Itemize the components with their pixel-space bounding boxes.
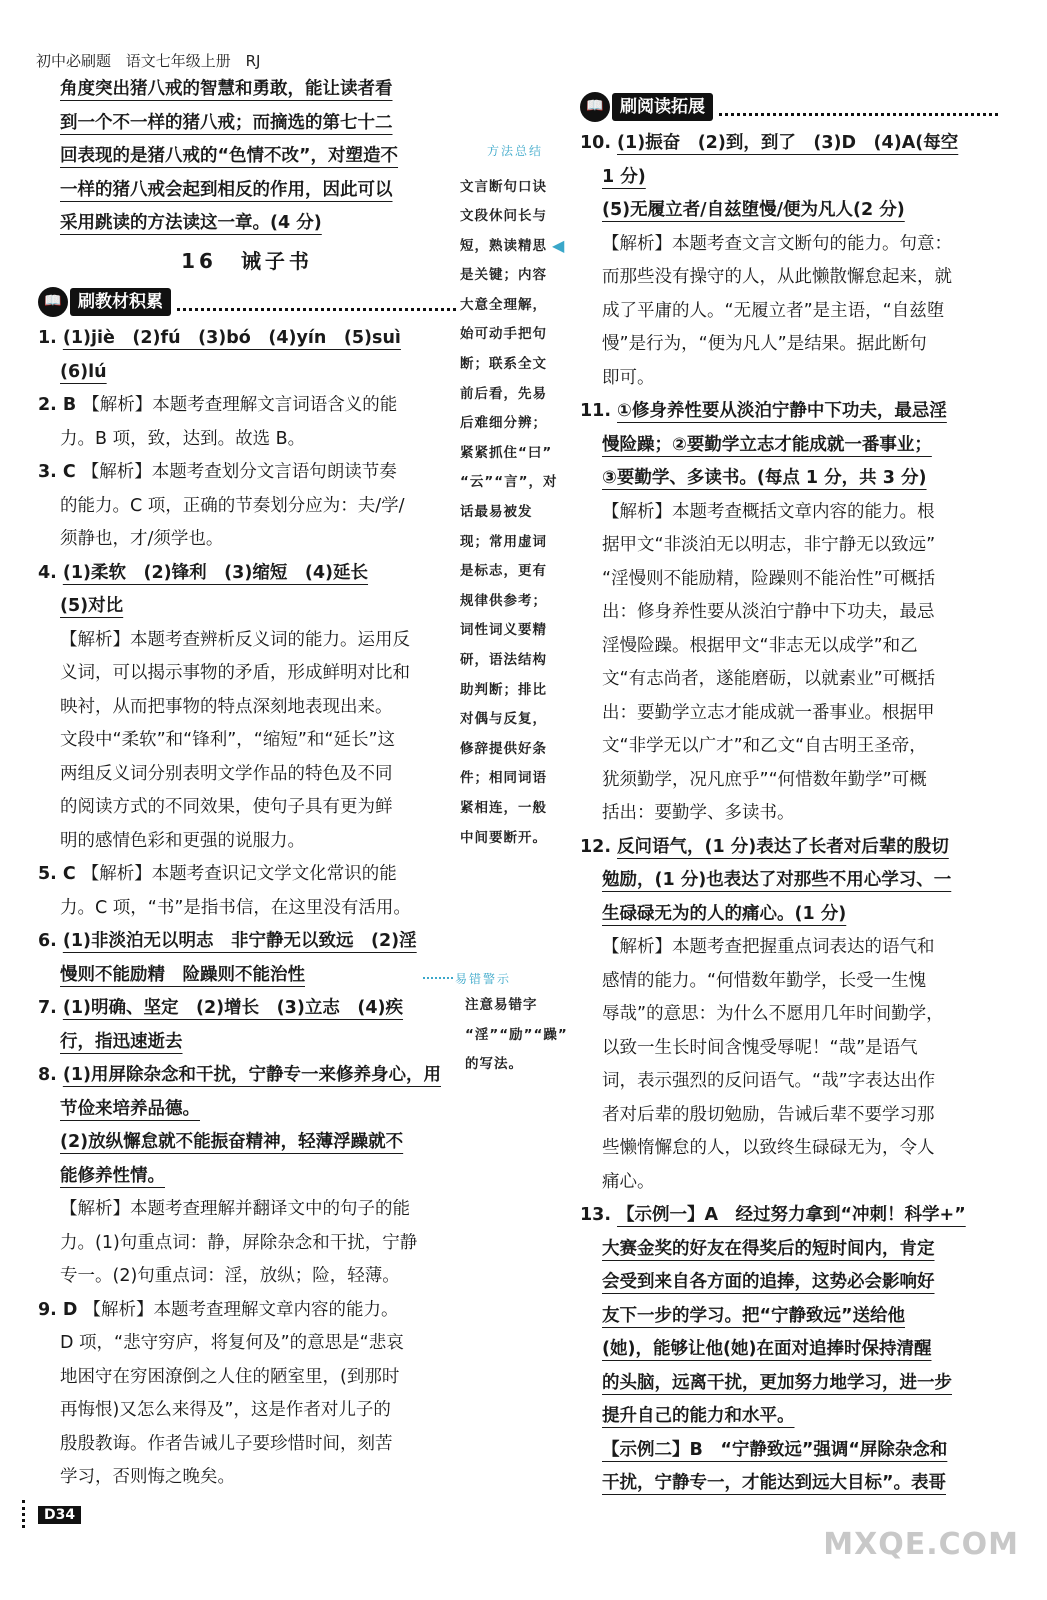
analysis-line: 【解析】本题考查辨析反义词的能力。运用反: [60, 629, 410, 650]
question-7: 7. (1)明确、坚定 (2)增长 (3)立志 (4)疾: [38, 998, 404, 1018]
analysis-line: 专一。(2)句重点词：淫，放纵；险，轻薄。: [60, 1266, 400, 1286]
section-header-textbook: [38, 284, 456, 320]
question-11-cont: ③要勤学、多读书。(每点 1 分，共 3 分): [602, 468, 927, 488]
analysis-line: 明的感情色彩和更强的说服力。: [60, 830, 305, 851]
question-13-cont: 会受到来自各方面的追捧，这势必会影响好: [602, 1272, 935, 1292]
question-8-cont: 节俭来培养品德。: [60, 1098, 200, 1119]
analysis-line: 淫慢险躁。根据甲文“非志无以成学”和乙: [602, 635, 918, 656]
analysis-line: 文“有志尚者，遂能磨砺，以就素业”可概括: [602, 669, 936, 689]
analysis-line: 者对后辈的殷切勉励，告诫后辈不要学习那: [602, 1104, 935, 1125]
analysis-line: 再悔恨)又怎么来得及”，这是作者对儿子的: [60, 1400, 391, 1420]
error-warning-box: [423, 970, 573, 1080]
intro-line: 角度突出猪八戒的智慧和勇敢，能让读者看: [60, 79, 393, 99]
intro-line: 回表现的是猪八戒的“色情不改”，对塑造不: [60, 146, 399, 166]
page-number: D34: [38, 1506, 81, 1524]
analysis-line: 出：要勤学立志才能成就一番事业。根据甲: [602, 702, 935, 723]
book-title: 初中必刷题: [36, 52, 112, 70]
subject-title: 语文七年级上册: [125, 52, 231, 70]
question-9: 9. D 【解析】本题考查理解文章内容的能力。: [38, 1299, 399, 1320]
question-13-cont: (她)，能够让他(她)在面对追捧时保持清醒: [602, 1339, 932, 1359]
analysis-line: 痛心。: [602, 1171, 655, 1192]
analysis-line: 【解析】本题考查文言文断句的能力。句意：: [602, 233, 952, 254]
analysis-line: 犹须勤学，况凡庶乎”“何惜数年勤学”可概: [602, 769, 927, 790]
question-13-cont: 大赛金奖的好友在得奖后的短时间内，肯定: [602, 1238, 935, 1259]
question-12-cont: 勉励，(1 分)也表达了对那些不用心学习、一: [602, 870, 952, 890]
question-1-cont: (6)lú: [60, 361, 107, 382]
question-13-cont: 干扰，宁静专一，才能达到远大目标”。表哥: [602, 1473, 946, 1493]
question-6-cont: 慢则不能励精 险躁则不能治性: [60, 964, 305, 985]
analysis-line: 慢”是行为，“便为凡人”是结果。据此断句: [602, 334, 927, 354]
intro-line: 一样的猪八戒会起到相反的作用，因此可以: [60, 179, 393, 200]
question-11: 11. ①修身养性要从淡泊宁静中下功夫，最忌淫: [580, 401, 947, 421]
question-6: 6. (1)非淡泊无以明志 非宁静无以致远 (2)淫: [38, 931, 417, 951]
analysis-line: 的阅读方式的不同效果，使句子具有更为鲜: [60, 797, 393, 817]
method-summary-note: 文言断句口诀 文段休问长与 短，熟读精思 是关键；内容 大意全理解， 始可动手把句 断；联系全文 前后看，先易 后难细分辨； 紧紧抓住“曰” “云”“言”，对 话最易被发 现；常用虚词 是标志，更有 规律供参考； 词性词义要精 研，语法结构 助判断；排比 对偶与反复， 修辞提供好条 件；相同词语 紧相连，一般 中间要断开。: [460, 178, 558, 846]
question-13-cont: 的头脑，远离干扰，更加努力地学习，进一步: [602, 1372, 952, 1393]
question-10: 10. (1)振奋 (2)到，到了 (3)D (4)A(每空: [580, 133, 959, 153]
question-13-cont: 提升自己的能力和水平。: [602, 1406, 795, 1426]
analysis-line: 义词，可以揭示事物的矛盾，形成鲜明对比和: [60, 663, 410, 683]
question-5: 5. C 【解析】本题考查识记文学文化常识的能: [38, 864, 397, 884]
dotted-divider: [177, 294, 456, 311]
arrow-marker-icon: ◀: [552, 236, 565, 255]
question-5-cont: 力。C 项，“书”是指书信，在这里没有活用。: [60, 897, 411, 918]
section-label: 刷阅读拓展: [612, 93, 713, 121]
page-header: [36, 50, 270, 71]
analysis-line: 殷殷教诲。作者告诫儿子要珍惜时间，刻苦: [60, 1433, 393, 1454]
intro-line: 采用跳读的方法读这一章。(4 分): [60, 213, 322, 233]
book-icon: 📖: [580, 92, 610, 122]
analysis-line: 【解析】本题考查把握重点词表达的语气和: [602, 937, 935, 957]
question-12: 12. 反问语气，(1 分)表达了长者对后辈的殷切: [580, 836, 949, 857]
analysis-line: 辱哉”的意思：为什么不愿用几年时间勤学，: [602, 1004, 944, 1024]
lesson-title: 16 诫子书: [181, 248, 313, 273]
question-8-cont: (2)放纵懈怠就不能振奋精神，轻薄浮躁就不: [60, 1132, 404, 1152]
question-3-cont: 须静也，才/须学也。: [60, 529, 224, 549]
analysis-line: 词，表示强烈的反问语气。“哉”字表达出作: [602, 1071, 936, 1091]
analysis-line: 文“非学无以广才”和乙文“自古明王圣帝，: [602, 736, 927, 756]
dotted-divider: [423, 977, 453, 979]
book-icon: 📖: [38, 287, 68, 317]
question-1: 1. (1)jiè (2)fú (3)bó (4)yín (5)suì: [38, 328, 401, 348]
analysis-line: 映衬，从而把事物的特点深刻地表现出来。: [60, 696, 393, 717]
analysis-line: 学习，否则悔之晚矣。: [60, 1467, 235, 1487]
analysis-line: 【解析】本题考查理解并翻译文中的句子的能: [60, 1199, 410, 1219]
analysis-line: “淫慢则不能励精，险躁则不能治性”可概括: [602, 568, 936, 589]
analysis-line: 括出：要勤学、多读书。: [602, 803, 795, 823]
analysis-line: 文段中“柔软”和“锋利”，“缩短”和“延长”这: [60, 730, 396, 750]
right-column: [580, 85, 998, 1501]
analysis-line: 据甲文“非淡泊无以明志，非宁静无以致远”: [602, 535, 936, 555]
dotted-divider: [719, 99, 998, 116]
analysis-line: 以致一生长时间含愧受辱呢！“哉”是语气: [602, 1037, 918, 1058]
analysis-line: D 项，“悲守穷庐，将复何及”的意思是“悲哀: [60, 1333, 404, 1353]
question-7-cont: 行，指迅速逝去: [60, 1031, 183, 1052]
question-10-cont: (5)无履立者/自兹堕慢/便为凡人(2 分): [602, 200, 905, 220]
method-summary-tag: 方法总结: [486, 144, 543, 158]
error-warning-tag: 易错警示: [455, 972, 512, 986]
question-13-cont: 【示例二】B “宁静致远”强调“屏除杂念和: [602, 1439, 948, 1460]
section-label: 刷教材积累: [70, 288, 171, 316]
analysis-line: 【解析】本题考查概括文章内容的能力。根: [602, 501, 935, 522]
edition-label: RJ: [245, 52, 261, 70]
analysis-line: 些懒惰懈怠的人，以致终生碌碌无为，令人: [602, 1138, 935, 1158]
analysis-line: 成了平庸的人。“无履立者”是主语，“自兹堕: [602, 300, 945, 321]
left-column: [38, 73, 456, 1495]
question-12-cont: 生碌碌无为的人的痛心。(1 分): [602, 903, 847, 924]
question-4-cont: (5)对比: [60, 596, 124, 616]
question-11-cont: 慢险躁；②要勤学立志才能成就一番事业；: [602, 434, 932, 455]
question-3: 3. C 【解析】本题考查划分文言语句朗读节奏: [38, 462, 397, 482]
question-2: 2. B 【解析】本题考查理解文言词语含义的能: [38, 395, 398, 415]
question-4: 4. (1)柔软 (2)锋利 (3)缩短 (4)延长: [38, 562, 369, 583]
analysis-line: 感情的能力。“何惜数年勤学，长受一生愧: [602, 970, 927, 991]
question-13-cont: 友下一步的学习。把“宁静致远”送给他: [602, 1305, 906, 1326]
analysis-line: 出：修身养性要从淡泊宁静中下功夫，最忌: [602, 602, 935, 622]
intro-line: 到一个不一样的猪八戒；而摘选的第七十二: [60, 112, 393, 133]
analysis-line: 而那些没有操守的人，从此懒散懈怠起来，就: [602, 267, 952, 287]
analysis-line: 即可。: [602, 367, 655, 388]
question-2-cont: 力。B 项，致，达到。故选 B。: [60, 428, 306, 449]
question-13: 13. 【示例一】A 经过努力拿到“冲刺！科学+”: [580, 1205, 966, 1225]
analysis-line: 地困守在穷困潦倒之人住的陋室里，(到那时: [60, 1366, 400, 1387]
dotted-divider: [22, 1500, 39, 1528]
question-8: 8. (1)用屏除杂念和干扰，宁静专一来修养身心，用: [38, 1065, 441, 1085]
analysis-line: 力。(1)句重点词：静，屏除杂念和干扰，宁静: [60, 1232, 418, 1253]
analysis-line: 两组反义词分别表明文学作品的特色及不同: [60, 763, 393, 784]
error-warning-note: 注意易错字 “淫”“励”“躁” 的写法。: [465, 997, 568, 1073]
watermark: MXQE.COM: [823, 1527, 1019, 1562]
section-header-reading: [580, 89, 998, 125]
question-3-cont: 的能力。C 项，正确的节奏划分应为：夫/学/: [60, 495, 405, 516]
question-8-cont: 能修养性情。: [60, 1165, 165, 1186]
question-10-cont: 1 分): [602, 166, 646, 187]
